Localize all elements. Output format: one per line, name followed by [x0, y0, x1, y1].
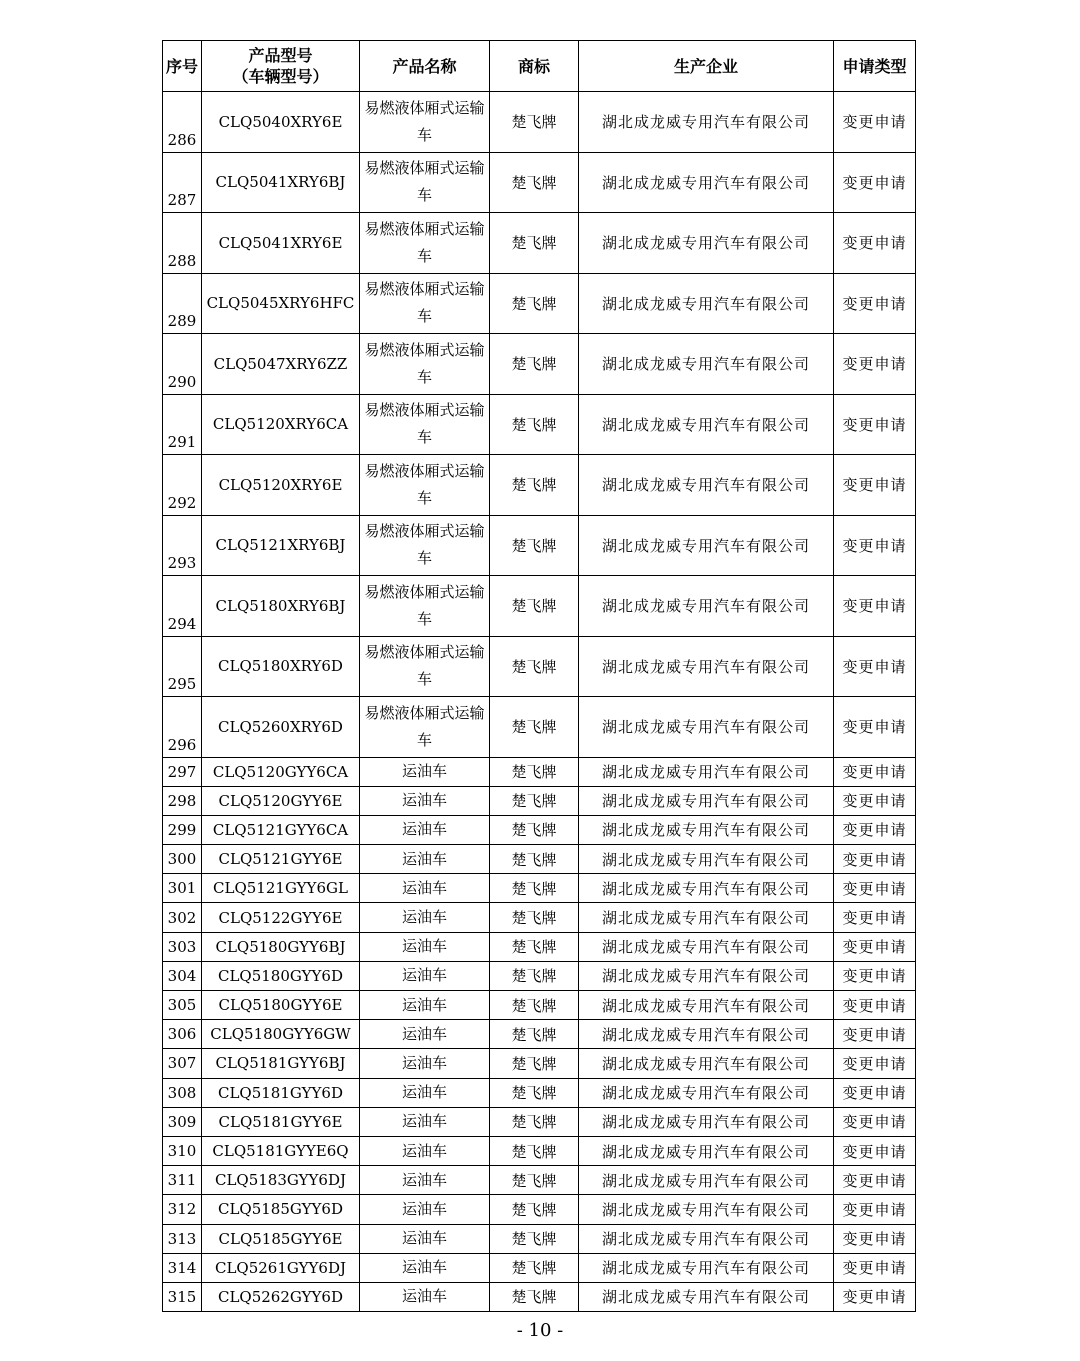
header-model-line1: 产品型号	[248, 46, 313, 65]
cell-num: 313	[163, 1224, 202, 1253]
cell-model: CLQ5045XRY6HFC	[202, 273, 360, 334]
cell-num: 292	[163, 455, 202, 516]
cell-model: CLQ5180XRY6D	[202, 636, 360, 697]
cell-product-name: 易燃液体厢式运输车	[360, 394, 490, 455]
cell-company: 湖北成龙威专用汽车有限公司	[579, 1282, 834, 1311]
cell-application-type: 变更申请	[834, 786, 916, 815]
cell-model: CLQ5181GYY6D	[202, 1078, 360, 1107]
cell-application-type: 变更申请	[834, 334, 916, 395]
cell-application-type: 变更申请	[834, 1136, 916, 1165]
cell-brand: 楚飞牌	[490, 334, 579, 395]
cell-num: 307	[163, 1049, 202, 1078]
cell-brand: 楚飞牌	[490, 1195, 579, 1224]
cell-brand: 楚飞牌	[490, 786, 579, 815]
cell-application-type: 变更申请	[834, 1253, 916, 1282]
cell-application-type: 变更申请	[834, 636, 916, 697]
table-row	[163, 961, 916, 990]
table-row	[163, 991, 916, 1020]
cell-application-type: 变更申请	[834, 455, 916, 516]
header-brand: 商标	[490, 41, 579, 92]
cell-model: CLQ5121GYY6GL	[202, 874, 360, 903]
cell-product-name: 运油车	[360, 1049, 490, 1078]
cell-brand: 楚飞牌	[490, 152, 579, 213]
cell-application-type: 变更申请	[834, 576, 916, 637]
cell-num: 297	[163, 757, 202, 786]
cell-num: 300	[163, 845, 202, 874]
cell-model: CLQ5120GYY6E	[202, 786, 360, 815]
cell-num: 309	[163, 1107, 202, 1136]
cell-product-name: 运油车	[360, 1282, 490, 1311]
cell-model: CLQ5181GYYE6Q	[202, 1136, 360, 1165]
cell-product-name: 易燃液体厢式运输车	[360, 697, 490, 758]
cell-model: CLQ5180GYY6BJ	[202, 932, 360, 961]
table-row	[163, 1136, 916, 1165]
cell-company: 湖北成龙威专用汽车有限公司	[579, 515, 834, 576]
cell-company: 湖北成龙威专用汽车有限公司	[579, 1049, 834, 1078]
cell-product-name: 运油车	[360, 1224, 490, 1253]
cell-brand: 楚飞牌	[490, 757, 579, 786]
cell-company: 湖北成龙威专用汽车有限公司	[579, 991, 834, 1020]
cell-num: 306	[163, 1020, 202, 1049]
cell-application-type: 变更申请	[834, 213, 916, 274]
cell-application-type: 变更申请	[834, 874, 916, 903]
table-row	[163, 845, 916, 874]
cell-company: 湖北成龙威专用汽车有限公司	[579, 757, 834, 786]
cell-product-name: 运油车	[360, 874, 490, 903]
table-row	[163, 874, 916, 903]
cell-num: 302	[163, 903, 202, 932]
cell-product-name: 运油车	[360, 1078, 490, 1107]
cell-model: CLQ5047XRY6ZZ	[202, 334, 360, 395]
cell-brand: 楚飞牌	[490, 1282, 579, 1311]
table-row	[163, 455, 916, 516]
cell-brand: 楚飞牌	[490, 1078, 579, 1107]
cell-application-type: 变更申请	[834, 845, 916, 874]
cell-company: 湖北成龙威专用汽车有限公司	[579, 845, 834, 874]
table-row	[163, 1253, 916, 1282]
cell-application-type: 变更申请	[834, 152, 916, 213]
cell-product-name: 运油车	[360, 815, 490, 844]
table-row	[163, 697, 916, 758]
cell-model: CLQ5041XRY6E	[202, 213, 360, 274]
table-row	[163, 903, 916, 932]
cell-product-name: 运油车	[360, 1253, 490, 1282]
cell-model: CLQ5121GYY6E	[202, 845, 360, 874]
cell-company: 湖北成龙威专用汽车有限公司	[579, 394, 834, 455]
cell-application-type: 变更申请	[834, 991, 916, 1020]
cell-num: 310	[163, 1136, 202, 1165]
table-row	[163, 394, 916, 455]
cell-application-type: 变更申请	[834, 1078, 916, 1107]
cell-brand: 楚飞牌	[490, 1166, 579, 1195]
cell-application-type: 变更申请	[834, 92, 916, 153]
cell-application-type: 变更申请	[834, 903, 916, 932]
cell-application-type: 变更申请	[834, 515, 916, 576]
cell-product-name: 易燃液体厢式运输车	[360, 515, 490, 576]
cell-num: 294	[163, 576, 202, 637]
cell-company: 湖北成龙威专用汽车有限公司	[579, 576, 834, 637]
cell-application-type: 变更申请	[834, 394, 916, 455]
cell-num: 304	[163, 961, 202, 990]
cell-brand: 楚飞牌	[490, 991, 579, 1020]
cell-num: 289	[163, 273, 202, 334]
cell-model: CLQ5180GYY6GW	[202, 1020, 360, 1049]
cell-product-name: 运油车	[360, 757, 490, 786]
cell-model: CLQ5122GYY6E	[202, 903, 360, 932]
cell-company: 湖北成龙威专用汽车有限公司	[579, 636, 834, 697]
cell-brand: 楚飞牌	[490, 845, 579, 874]
cell-brand: 楚飞牌	[490, 1136, 579, 1165]
cell-application-type: 变更申请	[834, 1020, 916, 1049]
cell-application-type: 变更申请	[834, 273, 916, 334]
cell-num: 308	[163, 1078, 202, 1107]
cell-num: 303	[163, 932, 202, 961]
cell-product-name: 易燃液体厢式运输车	[360, 92, 490, 153]
cell-num: 315	[163, 1282, 202, 1311]
cell-brand: 楚飞牌	[490, 92, 579, 153]
cell-num: 291	[163, 394, 202, 455]
cell-company: 湖北成龙威专用汽车有限公司	[579, 1224, 834, 1253]
cell-company: 湖北成龙威专用汽车有限公司	[579, 1253, 834, 1282]
cell-num: 296	[163, 697, 202, 758]
cell-model: CLQ5181GYY6E	[202, 1107, 360, 1136]
cell-num: 312	[163, 1195, 202, 1224]
cell-model: CLQ5260XRY6D	[202, 697, 360, 758]
cell-product-name: 易燃液体厢式运输车	[360, 213, 490, 274]
table-row	[163, 932, 916, 961]
page-number: - 10 -	[516, 1320, 564, 1341]
cell-brand: 楚飞牌	[490, 515, 579, 576]
table-row	[163, 213, 916, 274]
table-row	[163, 334, 916, 395]
cell-application-type: 变更申请	[834, 757, 916, 786]
cell-application-type: 变更申请	[834, 961, 916, 990]
cell-model: CLQ5183GYY6DJ	[202, 1166, 360, 1195]
cell-company: 湖北成龙威专用汽车有限公司	[579, 961, 834, 990]
table-row	[163, 92, 916, 153]
table-row	[163, 815, 916, 844]
cell-model: CLQ5261GYY6DJ	[202, 1253, 360, 1282]
cell-company: 湖北成龙威专用汽车有限公司	[579, 1195, 834, 1224]
cell-application-type: 变更申请	[834, 1166, 916, 1195]
cell-product-name: 运油车	[360, 1020, 490, 1049]
cell-model: CLQ5120XRY6CA	[202, 394, 360, 455]
cell-brand: 楚飞牌	[490, 1253, 579, 1282]
table-header-row	[163, 41, 916, 92]
table-row	[163, 1282, 916, 1311]
table-row	[163, 1224, 916, 1253]
cell-company: 湖北成龙威专用汽车有限公司	[579, 152, 834, 213]
cell-product-name: 运油车	[360, 1107, 490, 1136]
cell-application-type: 变更申请	[834, 1224, 916, 1253]
table-row	[163, 152, 916, 213]
cell-model: CLQ5185GYY6E	[202, 1224, 360, 1253]
cell-brand: 楚飞牌	[490, 1049, 579, 1078]
cell-product-name: 运油车	[360, 903, 490, 932]
table-row	[163, 1078, 916, 1107]
cell-num: 288	[163, 213, 202, 274]
cell-application-type: 变更申请	[834, 932, 916, 961]
cell-brand: 楚飞牌	[490, 874, 579, 903]
cell-model: CLQ5121GYY6CA	[202, 815, 360, 844]
cell-brand: 楚飞牌	[490, 1107, 579, 1136]
cell-brand: 楚飞牌	[490, 815, 579, 844]
table-row	[163, 1107, 916, 1136]
cell-brand: 楚飞牌	[490, 1224, 579, 1253]
cell-product-name: 易燃液体厢式运输车	[360, 334, 490, 395]
header-model-line2: （车辆型号）	[232, 67, 329, 86]
cell-num: 299	[163, 815, 202, 844]
cell-product-name: 运油车	[360, 1195, 490, 1224]
cell-model: CLQ5120XRY6E	[202, 455, 360, 516]
cell-company: 湖北成龙威专用汽车有限公司	[579, 932, 834, 961]
cell-model: CLQ5041XRY6BJ	[202, 152, 360, 213]
table-row	[163, 1195, 916, 1224]
header-name: 产品名称	[360, 41, 490, 92]
cell-num: 305	[163, 991, 202, 1020]
cell-brand: 楚飞牌	[490, 697, 579, 758]
table-row	[163, 273, 916, 334]
table-row	[163, 786, 916, 815]
cell-num: 286	[163, 92, 202, 153]
cell-model: CLQ5121XRY6BJ	[202, 515, 360, 576]
cell-model: CLQ5040XRY6E	[202, 92, 360, 153]
table-row	[163, 1020, 916, 1049]
cell-brand: 楚飞牌	[490, 455, 579, 516]
cell-brand: 楚飞牌	[490, 394, 579, 455]
cell-product-name: 运油车	[360, 845, 490, 874]
table-row	[163, 757, 916, 786]
cell-company: 湖北成龙威专用汽车有限公司	[579, 1136, 834, 1165]
cell-brand: 楚飞牌	[490, 932, 579, 961]
cell-product-name: 运油车	[360, 786, 490, 815]
cell-company: 湖北成龙威专用汽车有限公司	[579, 92, 834, 153]
cell-brand: 楚飞牌	[490, 636, 579, 697]
cell-model: CLQ5120GYY6CA	[202, 757, 360, 786]
cell-company: 湖北成龙威专用汽车有限公司	[579, 903, 834, 932]
cell-num: 298	[163, 786, 202, 815]
table-row	[163, 576, 916, 637]
cell-brand: 楚飞牌	[490, 961, 579, 990]
cell-application-type: 变更申请	[834, 1049, 916, 1078]
cell-brand: 楚飞牌	[490, 903, 579, 932]
cell-brand: 楚飞牌	[490, 213, 579, 274]
cell-company: 湖北成龙威专用汽车有限公司	[579, 334, 834, 395]
cell-product-name: 易燃液体厢式运输车	[360, 576, 490, 637]
cell-num: 295	[163, 636, 202, 697]
table-row	[163, 636, 916, 697]
cell-company: 湖北成龙威专用汽车有限公司	[579, 273, 834, 334]
cell-num: 314	[163, 1253, 202, 1282]
cell-brand: 楚飞牌	[490, 576, 579, 637]
table-row	[163, 1049, 916, 1078]
cell-model: CLQ5180XRY6BJ	[202, 576, 360, 637]
header-model	[202, 41, 360, 92]
cell-company: 湖北成龙威专用汽车有限公司	[579, 1166, 834, 1195]
cell-model: CLQ5262GYY6D	[202, 1282, 360, 1311]
header-type: 申请类型	[834, 41, 916, 92]
cell-product-name: 运油车	[360, 1166, 490, 1195]
cell-product-name: 运油车	[360, 1136, 490, 1165]
cell-product-name: 运油车	[360, 961, 490, 990]
header-company: 生产企业	[579, 41, 834, 92]
cell-company: 湖北成龙威专用汽车有限公司	[579, 874, 834, 903]
cell-company: 湖北成龙威专用汽车有限公司	[579, 786, 834, 815]
cell-product-name: 运油车	[360, 991, 490, 1020]
cell-num: 290	[163, 334, 202, 395]
cell-application-type: 变更申请	[834, 1282, 916, 1311]
cell-product-name: 易燃液体厢式运输车	[360, 455, 490, 516]
table-row	[163, 1166, 916, 1195]
cell-application-type: 变更申请	[834, 1107, 916, 1136]
cell-num: 287	[163, 152, 202, 213]
cell-application-type: 变更申请	[834, 697, 916, 758]
cell-model: CLQ5180GYY6E	[202, 991, 360, 1020]
cell-model: CLQ5185GYY6D	[202, 1195, 360, 1224]
cell-company: 湖北成龙威专用汽车有限公司	[579, 213, 834, 274]
cell-model: CLQ5180GYY6D	[202, 961, 360, 990]
cell-company: 湖北成龙威专用汽车有限公司	[579, 1078, 834, 1107]
cell-brand: 楚飞牌	[490, 273, 579, 334]
cell-company: 湖北成龙威专用汽车有限公司	[579, 455, 834, 516]
cell-company: 湖北成龙威专用汽车有限公司	[579, 697, 834, 758]
cell-num: 293	[163, 515, 202, 576]
cell-company: 湖北成龙威专用汽车有限公司	[579, 1020, 834, 1049]
cell-num: 311	[163, 1166, 202, 1195]
cell-num: 301	[163, 874, 202, 903]
table-row	[163, 515, 916, 576]
table-body	[163, 92, 916, 1312]
cell-product-name: 易燃液体厢式运输车	[360, 273, 490, 334]
cell-model: CLQ5181GYY6BJ	[202, 1049, 360, 1078]
header-num: 序号	[163, 41, 202, 92]
cell-product-name: 易燃液体厢式运输车	[360, 636, 490, 697]
cell-product-name: 易燃液体厢式运输车	[360, 152, 490, 213]
cell-company: 湖北成龙威专用汽车有限公司	[579, 815, 834, 844]
cell-brand: 楚飞牌	[490, 1020, 579, 1049]
cell-company: 湖北成龙威专用汽车有限公司	[579, 1107, 834, 1136]
cell-application-type: 变更申请	[834, 815, 916, 844]
cell-product-name: 运油车	[360, 932, 490, 961]
vehicle-application-table	[162, 40, 916, 1312]
cell-application-type: 变更申请	[834, 1195, 916, 1224]
